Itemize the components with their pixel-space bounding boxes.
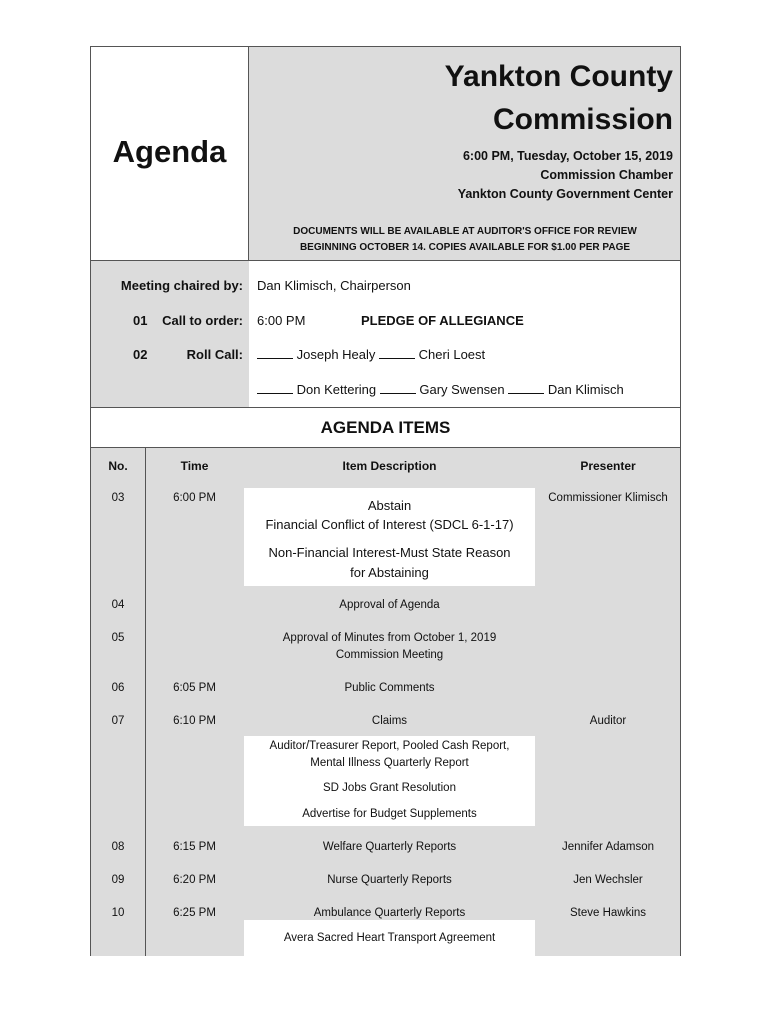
agenda-items-title: AGENDA ITEMS: [90, 408, 681, 448]
title-line1: Yankton County: [444, 60, 673, 93]
row-07-desc-line: SD Jobs Grant Resolution: [323, 782, 456, 794]
notice-line2: BEGINNING OCTOBER 14. COPIES AVAILABLE FOR $1.00 PER PAGE: [299, 242, 631, 253]
pledge: PLEDGE OF ALLEGIANCE: [361, 313, 524, 328]
title-line2: Commission: [492, 103, 673, 136]
meeting-block: [90, 261, 681, 408]
row-09-presenter: Jen Wechsler: [573, 874, 643, 886]
row-08-time: 6:15 PM: [173, 841, 216, 853]
agenda-items-table: [90, 448, 681, 956]
row-07-desc-line: Advertise for Budget Supplements: [302, 808, 477, 820]
row-07-desc-line: Mental Illness Quarterly Report: [310, 757, 469, 769]
roll-name: Dan Klimisch: [547, 382, 624, 397]
roll-blank: [257, 347, 293, 359]
call-time: 6:00 PM: [257, 313, 306, 328]
row-03-no: 03: [111, 492, 125, 504]
header-info-cell: [249, 47, 680, 260]
location-building: Yankton County Government Center: [457, 187, 673, 201]
row-07-presenter: Auditor: [589, 715, 627, 727]
row-04-desc-line: Approval of Agenda: [339, 599, 440, 611]
header-no: No.: [108, 459, 128, 473]
roll-name: Don Kettering: [296, 382, 377, 397]
row-07-time: 6:10 PM: [173, 715, 216, 727]
row-06-time: 6:05 PM: [173, 682, 216, 694]
notice-line1: DOCUMENTS WILL BE AVAILABLE AT AUDITOR'S OFFICE FOR REVIEW: [293, 226, 637, 237]
row-08-presenter: Jennifer Adamson: [561, 841, 655, 853]
roll-line1: [257, 347, 485, 362]
location-room: Commission Chamber: [540, 168, 673, 182]
chairperson: Dan Klimisch, Chairperson: [257, 278, 411, 293]
row-09-desc-line: Nurse Quarterly Reports: [327, 874, 452, 886]
call-label: Call to order:: [162, 313, 243, 328]
roll-label: Roll Call:: [186, 347, 243, 362]
roll-blank: [379, 347, 415, 359]
meeting-labels: [91, 261, 249, 407]
row-10-time: 6:25 PM: [173, 907, 216, 919]
header-block: [90, 46, 681, 261]
row-09-time: 6:20 PM: [173, 874, 216, 886]
row-03-presenter: Commissioner Klimisch: [548, 492, 668, 504]
chaired-label: Meeting chaired by:: [120, 278, 243, 293]
row-03-desc-line: Non-Financial Interest-Must State Reason: [268, 545, 511, 560]
row-07-desc-line: Claims: [371, 715, 408, 727]
row-08-desc-line: Welfare Quarterly Reports: [322, 841, 457, 853]
row-03-desc-line: Abstain: [367, 498, 412, 513]
row-10-no: 10: [111, 907, 125, 919]
row-06-no: 06: [111, 682, 125, 694]
row-10-presenter: Steve Hawkins: [569, 907, 647, 919]
roll-line2: [257, 382, 624, 397]
row-09-no: 09: [111, 874, 125, 886]
header-time: Time: [180, 459, 209, 473]
row-10-desc-line: Ambulance Quarterly Reports: [313, 907, 466, 919]
agenda-document: [90, 46, 681, 956]
row-08-no: 08: [111, 841, 125, 853]
header-presenter: Presenter: [580, 459, 636, 473]
row-03-desc-line: Financial Conflict of Interest (SDCL 6-1-17): [265, 517, 514, 532]
roll-name: Cheri Loest: [418, 347, 486, 362]
row-06-desc-line: Public Comments: [344, 682, 435, 694]
row-07-desc-line: Auditor/Treasurer Report, Pooled Cash Report,: [269, 740, 510, 752]
row-05-desc-line: Approval of Minutes from October 1, 2019: [282, 632, 497, 644]
row-05-no: 05: [111, 632, 125, 644]
agenda-label-cell: [91, 47, 249, 260]
row-03-desc-line: for Abstaining: [350, 565, 429, 580]
call-number: 01: [133, 313, 148, 328]
roll-name: Joseph Healy: [296, 347, 376, 362]
roll-name: Gary Swensen: [419, 382, 505, 397]
header-desc: Item Description: [342, 459, 437, 473]
row-05-desc-line: Commission Meeting: [335, 649, 444, 661]
roll-blank: [257, 382, 293, 394]
row-10-desc-line: Avera Sacred Heart Transport Agreement: [283, 932, 496, 944]
row-03-time: 6:00 PM: [173, 492, 216, 504]
roll-number: 02: [133, 347, 148, 362]
row-07-no: 07: [111, 715, 125, 727]
meeting-datetime: 6:00 PM, Tuesday, October 15, 2019: [462, 149, 673, 163]
roll-blank: [508, 382, 544, 394]
agenda-label: Agenda: [112, 133, 227, 169]
roll-blank: [380, 382, 416, 394]
row-04-no: 04: [111, 599, 125, 611]
meeting-values: [249, 261, 680, 407]
